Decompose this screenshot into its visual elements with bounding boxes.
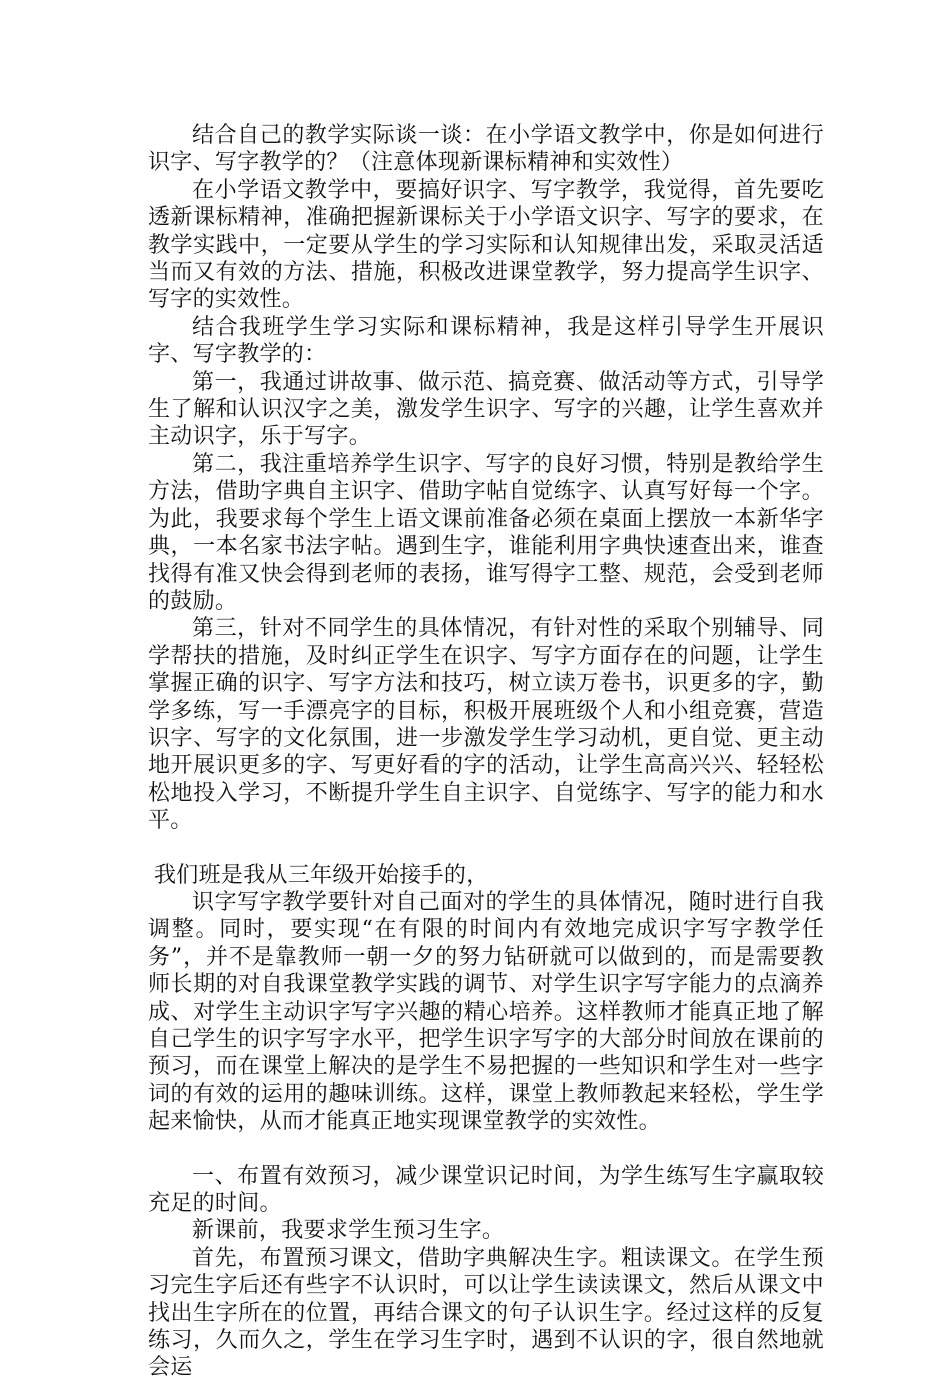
body-paragraph: 第一，我通过讲故事、做示范、搞竞赛、做活动等方式，引导学生了解和认识汉字之美，激发学生识字、写字的兴趣，让学生喜欢并主动识字，乐于写字。: [148, 369, 824, 450]
question-paragraph: 结合自己的教学实际谈一谈：在小学语文教学中，你是如何进行识字、写字教学的？（注意体现新课标精神和实效性）: [148, 123, 824, 176]
body-paragraph: 首先，布置预习课文，借助字典解决生字。粗读课文。在学生预习完生字后还有些字不认识时，可以让学生读读课文，然后从课文中找出生字所在的位置，再结合课文的句子认识生字。经过这样的反复练习，久而久之，学生在学习生字时，遇到不认识的字，很自然地就会运: [148, 1245, 824, 1381]
body-paragraph: 我们班是我从三年级开始接手的，: [154, 862, 489, 888]
paragraph-gap: [148, 835, 824, 862]
body-paragraph: 第二，我注重培养学生识字、写字的良好习惯，特别是教给学生方法，借助字典自主识字、借助字帖自觉练字、认真写好每一个字。为此，我要求每个学生上语文课前准备必须在桌面上摆放一本新华字典，一本名家书法字帖。遇到生字，谁能利用字典快速查出来，谁查找得有准又快会得到老师的表扬，谁写得字工整、规范，会受到老师的鼓励。: [148, 451, 824, 614]
document-body: [148, 122, 824, 1382]
body-paragraph: 识字写字教学要针对自己面对的学生的具体情况，随时进行自我调整。同时，要实现“在有限的时间内有效地完成识字写字教学任务”，并不是靠教师一朝一夕的努力钻研就可以做到的，而是需要教师长期的对自我课堂教学实践的调节、对学生识字写字能力的点滴养成、对学生主动识字写字兴趣的精心培养。这样教师才能真正地了解自己学生的识字写字水平，把学生识字写字的大部分时间放在课前的预习，而在课堂上解决的是学生不易把握的一些知识和学生对一些字词的有效的运用的趣味训练。这样，课堂上教师教起来轻松，学生学起来愉快，从而才能真正地实现课堂教学的实效性。: [148, 889, 824, 1135]
body-paragraph: 结合我班学生学习实际和课标精神，我是这样引导学生开展识字、写字教学的：: [148, 314, 824, 368]
body-paragraph: 第三，针对不同学生的具体情况，有针对性的采取个别辅导、同学帮扶的措施，及时纠正学生在识字、写字方面存在的问题，让学生掌握正确的识字、写字方法和技巧，树立读万卷书，识更多的字，勤学多练，写一手漂亮字的目标，积极开展班级个人和小组竞赛，营造识字、写字的文化氛围，进一步激发学生学习动机，更自觉、更主动地开展识更多的字、写更好看的字的活动，让学生高高兴兴、轻轻松松地投入学习，不断提升学生自主识字、自觉练字、写字的能力和水平。: [148, 616, 824, 834]
body-paragraph: 在小学语文教学中，要搞好识字、写字教学，我觉得，首先要吃透新课标精神，准确把握新课标关于小学语文识字、写字的要求，在教学实践中，一定要从学生的学习实际和认知规律出发，采取灵活适当而又有效的方法、措施，积极改进课堂教学，努力提高学生识字、写字的实效性。: [148, 177, 824, 313]
body-paragraph: 新课前，我要求学生预习生字。: [192, 1218, 505, 1244]
paragraph-gap: [148, 1136, 824, 1163]
section-heading: 一、布置有效预习，减少课堂识记时间，为学生练写生字赢取较充足的时间。: [148, 1163, 824, 1217]
